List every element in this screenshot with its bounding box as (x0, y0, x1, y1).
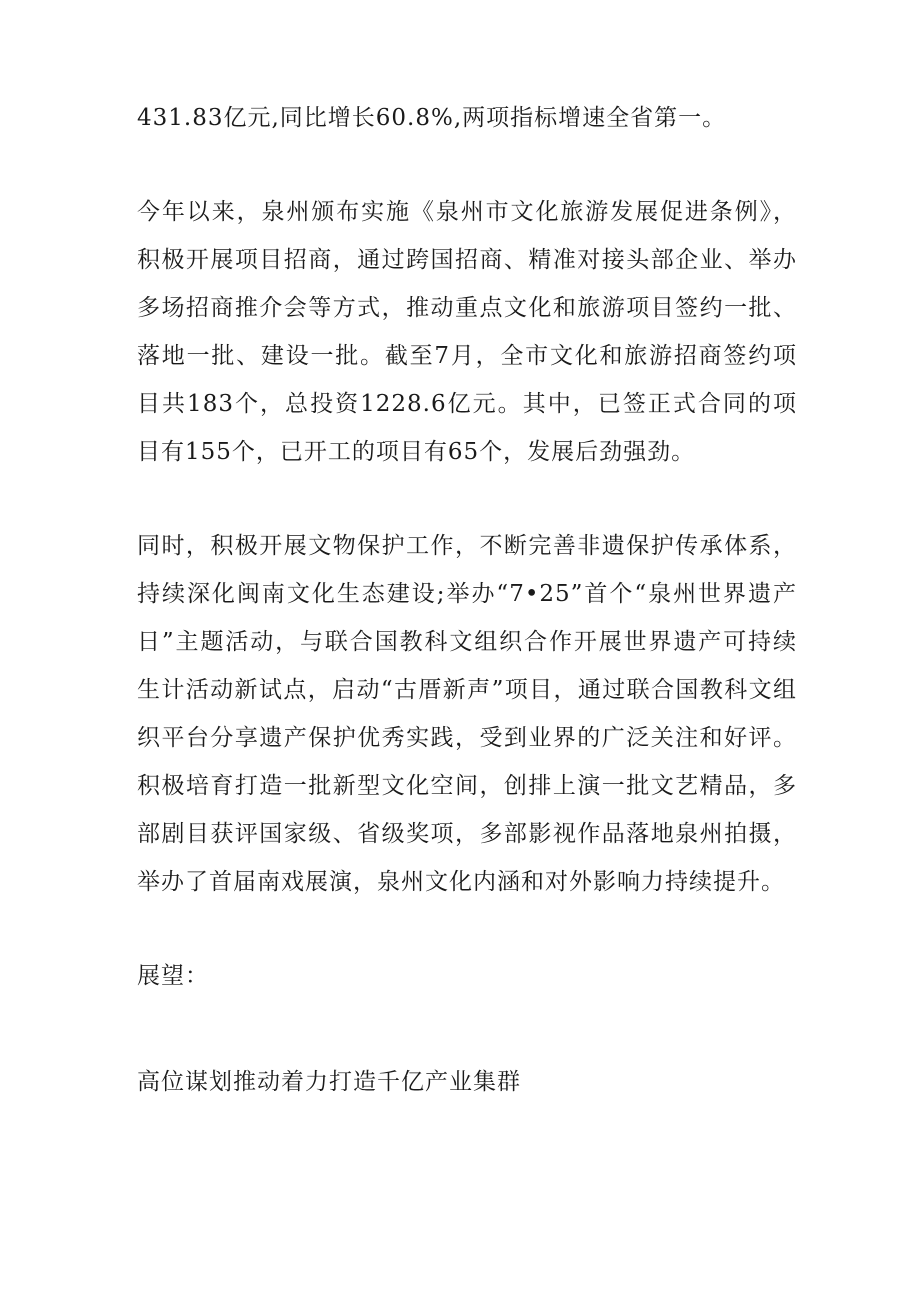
heritage-paragraph: 同时，积极开展文物保护工作，不断完善非遗保护传承体系，持续深化闽南文化生态建设;举办“7•25”首个“泉州世界遗产日”主题活动，与联合国教科文组织合作开展世界遗产可持续生计活动新试点，启动“古厝新声”项目，通过联合国教科文组织平台分享遗产保护优秀实践，受到业界的广泛关注和好评。积极培育打造一批新型文化空间，创排上演一批文艺精品，多部剧目获评国家级、省级奖项，多部影视作品落地泉州拍摄，举办了首届南戏展演，泉州文化内涵和对外影响力持续提升。 (137, 533, 797, 895)
investment-paragraph: 今年以来，泉州颁布实施《泉州市文化旅游发展促进条例》，积极开展项目招商，通过跨国招商、精准对接头部企业、举办多场招商推介会等方式，推动重点文化和旅游项目签约一批、落地一批、建设一批。截至7月，全市文化和旅游招商签约项目共183个，总投资1228.6亿元。其中，已签正式合同的项目有155个，已开工的项目有65个，发展后劲强劲。 (137, 199, 797, 465)
lead-paragraph: 431.83亿元,同比增长60.8%,两项指标增速全省第一。 (137, 105, 727, 131)
outlook-label: 展望： (137, 963, 209, 989)
section-heading: 高位谋划推动着力打造千亿产业集群 (137, 1069, 521, 1095)
